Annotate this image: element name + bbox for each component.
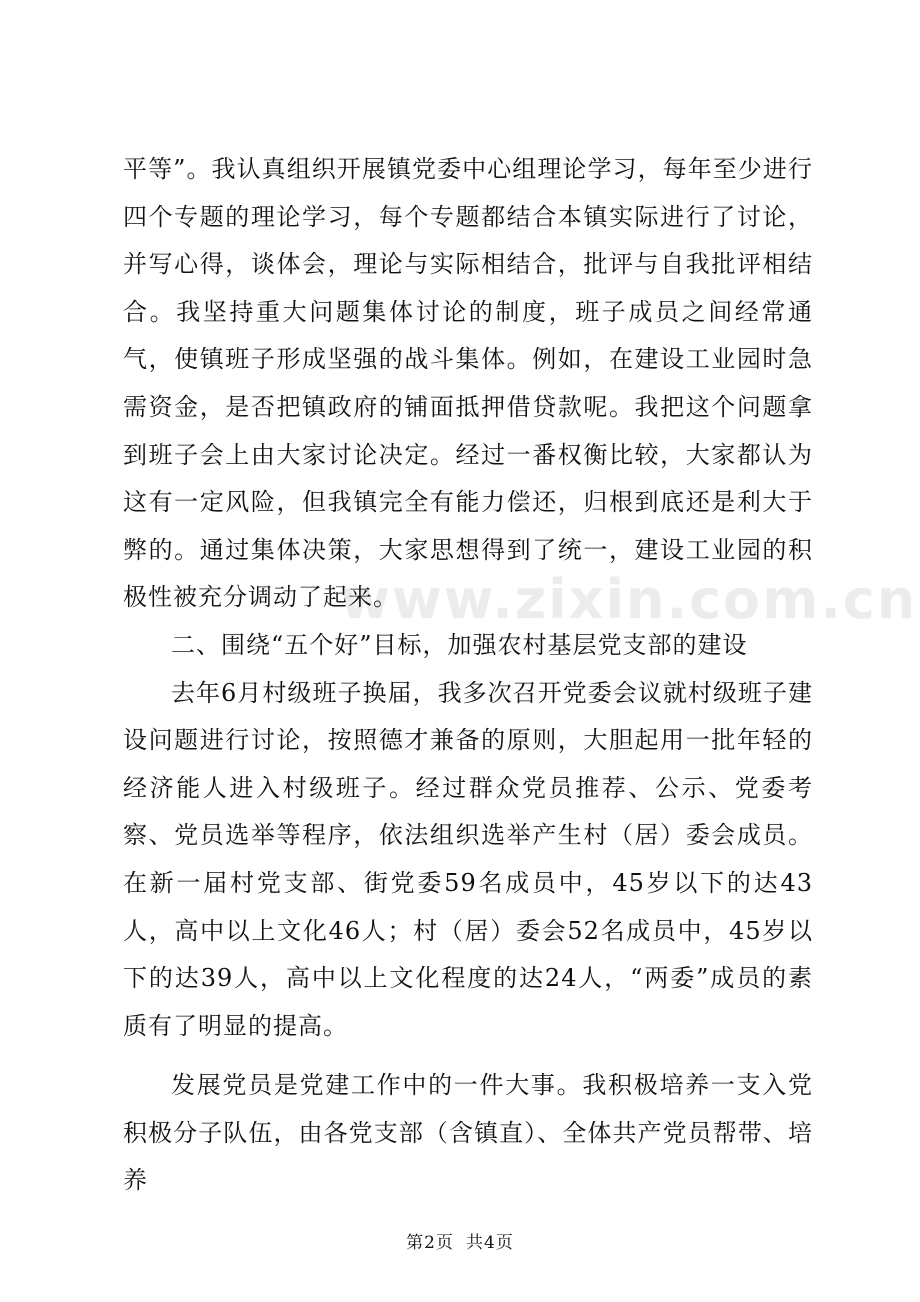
document-body (123, 146, 813, 1205)
site-watermark: www.zixin.com.cn (340, 568, 918, 631)
section-heading-two: 二、围绕“五个好”目标，加强农村基层党支部的建设 (171, 630, 748, 659)
page-number-current: 第2页 (406, 1233, 454, 1253)
page-number-total: 共4页 (466, 1233, 514, 1253)
paragraph-village-election: 去年6月村级班子换届，我多次召开党委会议就村级班子建设问题进行讨论，按照德才兼备的原则，大胆起用一批年轻的经济能人进入村级班子。经过群众党员推荐、公示、党委考察、党员选举等程序，依法组织选举产生村（居）委会成员。在新一届村党支部、街党委59名成员中，45岁以下的达43人，高中以上文化46人；村（居）委会52名成员中，45岁以下的达39人，高中以上文化程度的达24人，“两委”成员的素质有了明显的提高。 (123, 678, 813, 1040)
page-footer (0, 1228, 920, 1253)
paragraph-party-development: 发展党员是党建工作中的一件大事。我积极培养一支入党积极分子队伍，由各党支部（含镇直）、全体共产党员帮带、培养 (123, 1071, 813, 1195)
paragraph-collective-study: 平等”。我认真组织开展镇党委中心组理论学习，每年至少进行四个专题的理论学习，每个专题都结合本镇实际进行了讨论，并写心得，谈体会，理论与实际相结合，批评与自我批评相结合。我坚持重大问题集体讨论的制度，班子成员之间经常通气，使镇班子形成坚强的战斗集体。例如，在建设工业园时急需资金，是否把镇政府的铺面抵押借贷款呢。我把这个问题拿到班子会上由大家讨论决定。经过一番权衡比较，大家都认为这有一定风险，但我镇完全有能力偿还，归根到底还是利大于弊的。通过集体决策，大家思想得到了统一，建设工业园的积极性被充分调动了起来。 (123, 155, 813, 612)
